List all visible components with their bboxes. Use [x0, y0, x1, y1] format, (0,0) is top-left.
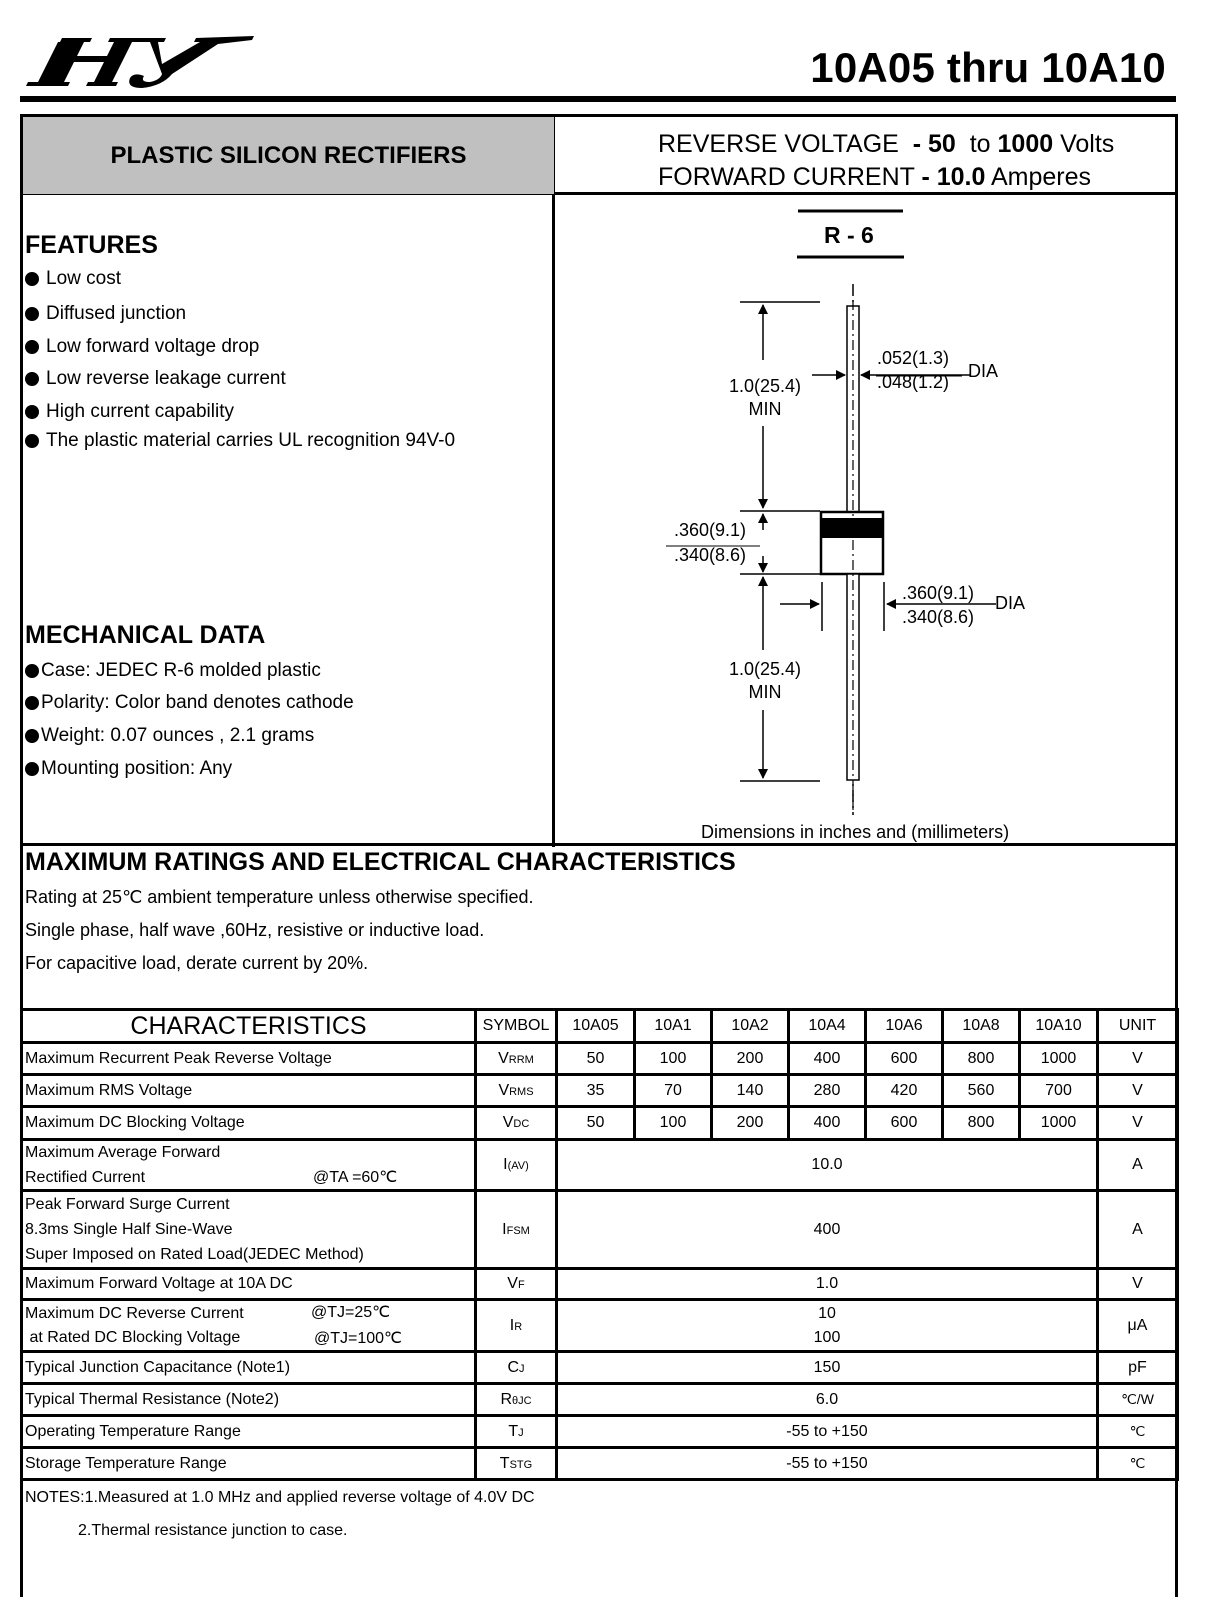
spec-to: to	[969, 130, 991, 158]
characteristic: Typical Junction Capacitance (Note1)	[22, 1352, 476, 1384]
header-part: 10A10	[1020, 1010, 1098, 1043]
value: -55 to +150	[557, 1416, 1098, 1448]
characteristic-line: at Rated DC Blocking Voltage	[25, 1329, 241, 1346]
table-row	[22, 1107, 1178, 1140]
lead-length-top-label	[727, 375, 803, 421]
value: 1000	[1020, 1043, 1098, 1075]
document-title: 10A05 thru 10A10	[810, 44, 1166, 91]
table-row	[22, 1191, 1178, 1269]
table-row	[22, 1043, 1178, 1075]
symbol	[476, 1140, 557, 1191]
mechanical-text: Polarity: Color band denotes cathode	[41, 692, 354, 713]
value: 100	[635, 1043, 712, 1075]
value: 100	[635, 1107, 712, 1140]
value: 70	[635, 1075, 712, 1107]
package-name: R - 6	[824, 222, 874, 248]
body-length-label	[674, 518, 746, 568]
feature-text: The plastic material carries UL recognition 94V-0	[46, 430, 456, 451]
unit: A	[1098, 1140, 1178, 1191]
characteristic: Typical Thermal Resistance (Note2)	[22, 1384, 476, 1416]
feature-text: Low cost	[46, 268, 121, 289]
unit: ℃	[1098, 1448, 1178, 1480]
dim-min: .340(8.6)	[674, 545, 747, 565]
value: 1000	[1020, 1107, 1098, 1140]
characteristic: Maximum RMS Voltage	[22, 1075, 476, 1107]
dim-min: MIN	[748, 682, 782, 702]
table-row	[22, 1300, 1178, 1352]
lead-dia-suffix: DIA	[968, 361, 999, 381]
value: 400	[557, 1191, 1098, 1269]
unit: V	[1098, 1075, 1178, 1107]
symbol-sub: FSM	[506, 1224, 530, 1237]
symbol	[476, 1043, 557, 1075]
header-part: 10A2	[712, 1010, 789, 1043]
characteristic: Operating Temperature Range	[22, 1416, 476, 1448]
rating-note: For capacitive load, derate current by 20%.	[25, 953, 369, 973]
symbol	[476, 1384, 557, 1416]
dim-max: .360(9.1)	[902, 583, 975, 603]
dim-value: 1.0(25.4)	[728, 376, 802, 396]
value: 6.0	[557, 1384, 1098, 1416]
unit: V	[1098, 1107, 1178, 1140]
note-2: 2.Thermal resistance junction to case.	[78, 1522, 348, 1539]
symbol-sub: J	[519, 1362, 525, 1375]
symbol-sub: DC	[513, 1118, 530, 1131]
value: 800	[943, 1107, 1020, 1140]
mechanical-heading: MECHANICAL DATA	[25, 621, 266, 649]
symbol-sub: RMS	[509, 1085, 534, 1098]
characteristic-line: Peak Forward Surge Current	[25, 1195, 230, 1213]
characteristic: Maximum DC Blocking Voltage	[22, 1107, 476, 1140]
ratings-heading: MAXIMUM RATINGS AND ELECTRICAL CHARACTERISTICS	[25, 848, 736, 876]
header-part: 10A4	[789, 1010, 866, 1043]
symbol-main: I	[509, 1316, 515, 1334]
lead-dia-label	[877, 346, 949, 394]
symbol	[476, 1107, 557, 1140]
symbol	[476, 1191, 557, 1269]
symbol-main: T	[499, 1454, 510, 1472]
feature-text: Diffused junction	[46, 303, 187, 324]
characteristic: Maximum Recurrent Peak Reverse Voltage	[22, 1043, 476, 1075]
symbol-sub: RRM	[508, 1053, 534, 1066]
note-1: NOTES:1.Measured at 1.0 MHz and applied reverse voltage of 4.0V DC	[25, 1489, 535, 1506]
value: 35	[557, 1075, 635, 1107]
value: 200	[712, 1043, 789, 1075]
rating-note: Rating at 25℃ ambient temperature unless otherwise specified.	[25, 887, 534, 907]
value: 280	[789, 1075, 866, 1107]
table-row	[22, 1352, 1178, 1384]
value: 200	[712, 1107, 789, 1140]
dimensions-caption: Dimensions in inches and (millimeters)	[701, 822, 1010, 842]
dim-max: .360(9.1)	[674, 520, 747, 540]
value-line: 10	[818, 1304, 836, 1322]
characteristics-table	[20, 1008, 1179, 1481]
symbol-sub: (AV)	[507, 1160, 529, 1173]
symbol-main: C	[507, 1358, 520, 1376]
condition: @TJ=25℃	[311, 1304, 391, 1321]
unit: V	[1098, 1269, 1178, 1300]
feature-text: Low forward voltage drop	[46, 336, 260, 357]
value: 140	[712, 1075, 789, 1107]
header-part: 10A1	[635, 1010, 712, 1043]
unit: V	[1098, 1043, 1178, 1075]
body-dia-label	[902, 581, 974, 629]
forward-current-unit: Amperes	[990, 163, 1092, 191]
condition: @TA =60℃	[313, 1168, 398, 1186]
product-category: PLASTIC SILICON RECTIFIERS	[110, 141, 467, 169]
unit: pF	[1098, 1352, 1178, 1384]
header-unit: UNIT	[1098, 1010, 1178, 1043]
value: 50	[557, 1043, 635, 1075]
spec-dash: -	[921, 163, 930, 191]
reverse-voltage-label: REVERSE VOLTAGE	[658, 130, 899, 158]
header-characteristics: CHARACTERISTICS	[22, 1010, 476, 1043]
dim-value: 1.0(25.4)	[728, 659, 802, 679]
characteristic-line: Maximum DC Reverse Current	[25, 1304, 244, 1322]
characteristic-line: 8.3ms Single Half Sine-Wave	[25, 1220, 233, 1238]
unit: A	[1098, 1191, 1178, 1269]
value: 400	[789, 1107, 866, 1140]
characteristic	[22, 1300, 476, 1352]
dim-min: .048(1.2)	[877, 372, 950, 392]
unit: ℃	[1098, 1416, 1178, 1448]
symbol	[476, 1352, 557, 1384]
symbol	[476, 1300, 557, 1352]
dim-min: MIN	[748, 399, 782, 419]
table-row	[22, 1448, 1178, 1480]
table-header-row	[22, 1010, 1178, 1043]
reverse-voltage-max: 1000	[997, 130, 1054, 158]
characteristic: Storage Temperature Range	[22, 1448, 476, 1480]
value: 400	[789, 1043, 866, 1075]
body-dia-suffix: DIA	[995, 593, 1026, 613]
symbol-main: R	[500, 1390, 512, 1408]
symbol-sub: R	[514, 1320, 523, 1333]
header-part: 10A8	[943, 1010, 1020, 1043]
unit: μA	[1098, 1300, 1178, 1352]
symbol-sub: θJC	[512, 1394, 532, 1407]
dim-min: .340(8.6)	[902, 607, 975, 627]
symbol-main: I	[502, 1220, 507, 1238]
feature-text: Low reverse leakage current	[46, 368, 286, 389]
unit: ℃/W	[1098, 1384, 1178, 1416]
value-line: 100	[813, 1329, 841, 1346]
characteristic-line: Rectified Current	[25, 1168, 146, 1186]
table-row	[22, 1140, 1178, 1191]
value: 600	[866, 1043, 943, 1075]
value: 50	[557, 1107, 635, 1140]
symbol-main: V	[498, 1049, 509, 1067]
value: 420	[866, 1075, 943, 1107]
value: 150	[557, 1352, 1098, 1384]
table-row	[22, 1269, 1178, 1300]
reverse-voltage-min: 50	[928, 130, 956, 158]
forward-current-label: FORWARD CURRENT	[658, 163, 915, 191]
table-row	[22, 1416, 1178, 1448]
value	[557, 1300, 1098, 1352]
value: -55 to +150	[557, 1448, 1098, 1480]
symbol	[476, 1448, 557, 1480]
header-part: 10A05	[557, 1010, 635, 1043]
characteristic-line: Super Imposed on Rated Load(JEDEC Method)	[25, 1246, 364, 1264]
characteristic: Maximum Forward Voltage at 10A DC	[22, 1269, 476, 1300]
value: 700	[1020, 1075, 1098, 1107]
forward-current-value: 10.0	[936, 163, 986, 191]
rating-note: Single phase, half wave ,60Hz, resistive or inductive load.	[25, 920, 485, 940]
reverse-voltage-unit: Volts	[1060, 130, 1115, 158]
header-symbol: SYMBOL	[476, 1010, 557, 1043]
symbol	[476, 1075, 557, 1107]
dim-max: .052(1.3)	[877, 348, 950, 368]
condition: @TJ=100℃	[314, 1329, 403, 1347]
symbol-main: T	[508, 1422, 519, 1440]
mechanical-text: Case: JEDEC R-6 molded plastic	[41, 660, 321, 681]
characteristic-line: Maximum Average Forward	[25, 1144, 221, 1162]
symbol-main: I	[503, 1156, 508, 1174]
spec-dash: -	[912, 130, 922, 158]
symbol-main: V	[502, 1114, 514, 1132]
value: 800	[943, 1043, 1020, 1075]
value: 10.0	[557, 1140, 1098, 1191]
feature-text: High current capability	[46, 401, 234, 422]
header-part: 10A6	[866, 1010, 943, 1043]
symbol	[476, 1269, 557, 1300]
value: 560	[943, 1075, 1020, 1107]
symbol-main: V	[498, 1081, 510, 1099]
features-heading: FEATURES	[25, 231, 158, 259]
characteristic	[22, 1191, 476, 1269]
symbol-sub: STG	[509, 1458, 533, 1471]
symbol-sub: J	[518, 1426, 524, 1439]
characteristic	[22, 1140, 476, 1191]
table-row	[22, 1384, 1178, 1416]
mechanical-text: Mounting position: Any	[41, 758, 233, 779]
lead-length-bottom-label	[727, 658, 803, 704]
table-row	[22, 1075, 1178, 1107]
symbol	[476, 1416, 557, 1448]
mechanical-text: Weight: 0.07 ounces , 2.1 grams	[41, 725, 315, 746]
symbol-sub: F	[517, 1279, 525, 1292]
value: 1.0	[557, 1269, 1098, 1300]
value: 600	[866, 1107, 943, 1140]
symbol-main: V	[507, 1275, 518, 1293]
